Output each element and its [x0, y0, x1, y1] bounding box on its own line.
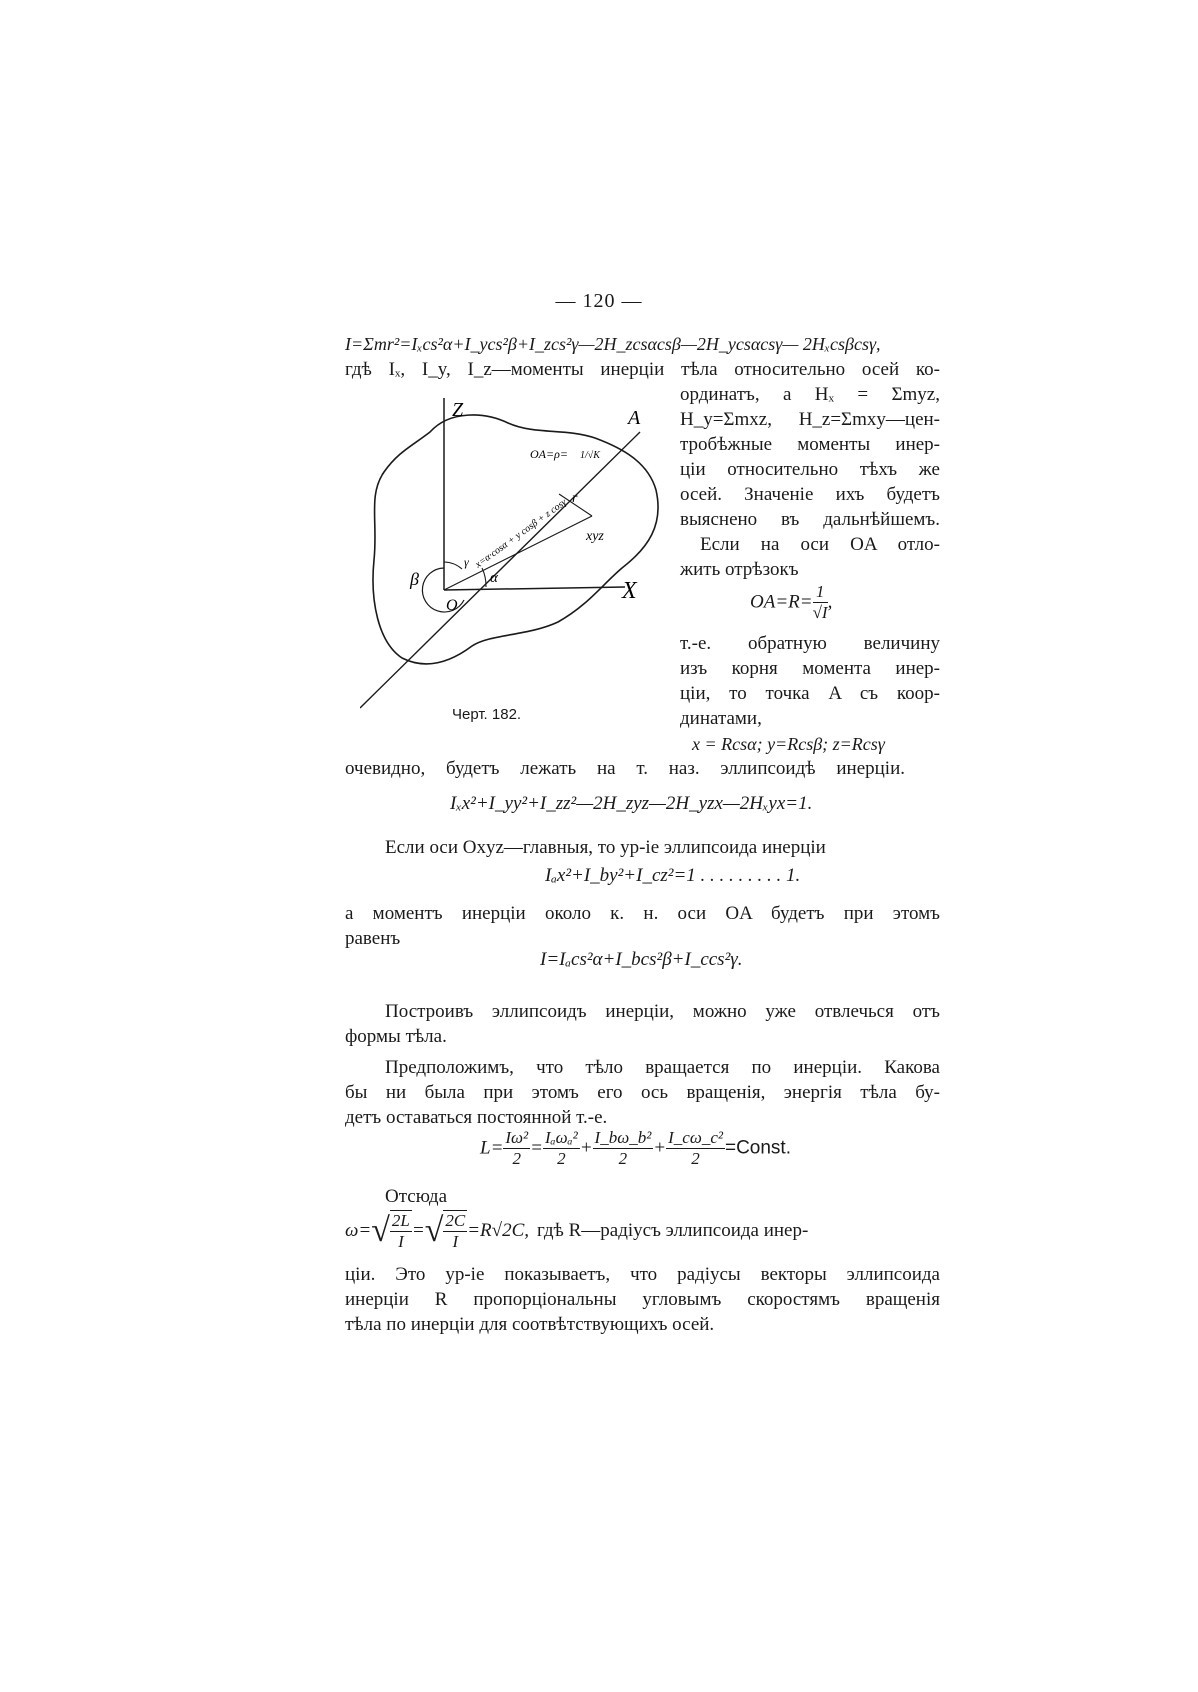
energy-lead: L= [480, 1137, 504, 1159]
oa-fraction [813, 582, 828, 623]
text-line: гдѣ Iₓ, I_y, I_z—моменты инерціи тѣла относительно осей ко- [345, 359, 940, 380]
omega-frac-2-num: 2C [445, 1211, 466, 1230]
oa-fraction-num: 1 [813, 582, 828, 603]
oa-formula [750, 582, 832, 623]
text-line: а моментъ инерціи около к. н. оси OA будетъ при этомъ [345, 903, 940, 924]
ellipsoid-general-equation: Iₓx²+I_yy²+I_zz²—2H_zyz—2H_yzx—2Hₓyx=1. [450, 793, 813, 814]
energy-frac-2-den: 2 [557, 1149, 566, 1168]
ellipsoid-principal-equation: Iₐx²+I_by²+I_cz²=1 . . . . . . . . . 1. [545, 865, 801, 886]
text-line: Построивъ эллипсоидъ инерціи, можно уже отвлечься отъ [385, 1001, 940, 1022]
text-line: изъ корня момента инер- [680, 658, 940, 679]
sqrt-sign: √ [371, 1212, 390, 1249]
label-a: A [628, 407, 641, 429]
omega-lead: ω= [345, 1220, 372, 1241]
label-o: O [446, 597, 458, 614]
omega-text: гдѣ R—радіусъ эллипсоида инер- [537, 1220, 809, 1241]
text-line: Отсюда [385, 1186, 448, 1207]
text-line: H_y=Σmxz, H_z=Σmxy—цен- [680, 409, 940, 430]
energy-frac-4-num: I_cω_c² [668, 1128, 723, 1147]
oa-formula-left: OA=R= [750, 591, 813, 613]
radius-line [444, 516, 592, 590]
omega-frac-1 [390, 1210, 412, 1252]
text-line: формы тѣла. [345, 1026, 447, 1047]
label-oa-frac: 1/√K [580, 450, 600, 461]
omega-tail: =R√2C, [467, 1220, 530, 1241]
inertia-expansion-formula: I=Σmr²=Iₓcs²α+I_ycs²β+I_zcs²γ—2H_zcsαcsβ—2H_ycsαcsγ— 2Hₓcsβcsγ, [345, 334, 881, 354]
coordinates-formula: x = Rcsα; y=Rcsβ; z=Rcsγ [692, 734, 885, 754]
text-line: инерціи R пропорціональны угловымъ скоростямъ вращенія [345, 1289, 940, 1310]
label-xyz: xyz [586, 529, 604, 544]
energy-frac-1 [503, 1128, 530, 1169]
omega-formula: ω=√ $\frac{2L}{I}$ =√ $\frac{2C}{I}$ =R√2C, гдѣ R—радіусъ эллипсоида инер- [345, 1211, 809, 1251]
text-line: осей. Значеніе ихъ будетъ [680, 484, 940, 505]
oa-fraction-den: √I [812, 603, 828, 622]
text-line: выяснено въ дальнѣйшемъ. [680, 509, 940, 530]
energy-frac-3-den: 2 [618, 1149, 628, 1168]
sqrt-sign: √ [424, 1212, 444, 1249]
text-line: детъ оставаться постоянной т.-е. [345, 1107, 608, 1128]
oa-axis [360, 432, 640, 708]
text-line: очевидно, будетъ лежать на т. наз. эллипсоидѣ инерціи. [345, 758, 905, 779]
x-axis [444, 587, 625, 590]
text-line: ординатъ, а Hₓ = Σmyz, [680, 384, 940, 405]
omega-frac-1-num: 2L [391, 1211, 410, 1230]
text-line: ціи, то точка A съ коор- [680, 683, 940, 704]
energy-tail: =Const. [724, 1137, 791, 1159]
energy-frac-3 [593, 1128, 654, 1169]
text-line: Если оси Oxyz—главныя, то ур-іе эллипсоида инерціи [385, 837, 826, 858]
omega-frac-2 [443, 1210, 467, 1252]
energy-frac-4-den: 2 [691, 1149, 700, 1168]
label-beta: β [410, 569, 419, 589]
text-line: тѣла по инерціи для соотвѣтствующихъ осей. [345, 1314, 715, 1335]
text-line: ціи относительно тѣхъ же [680, 459, 940, 480]
omega-frac-2-den: I [452, 1232, 459, 1251]
label-alpha: α [490, 570, 498, 586]
label-x: X [622, 578, 637, 604]
moment-formula: I=Iₐcs²α+I_bcs²β+I_ccs²γ. [540, 949, 743, 970]
energy-frac-3-num: I_bω_b² [594, 1128, 652, 1147]
text-line: Предположимъ, что тѣло вращается по инерціи. Какова [385, 1057, 940, 1078]
figure-caption: Черт. 182. [452, 706, 522, 723]
text-line: жить отрѣзокъ [680, 559, 799, 580]
label-oa: OA=ρ= [530, 447, 568, 461]
text-line: тробѣжные моменты инер- [680, 434, 940, 455]
gamma-arc [444, 562, 462, 569]
text-line: динатами, [680, 708, 762, 729]
label-line-equation: x=α·cosα + y cosβ + z cosγ [473, 496, 569, 571]
label-r: r [572, 491, 578, 506]
oa-formula-tail: , [827, 591, 833, 613]
label-z: Z [452, 399, 464, 421]
text-line: бы ни была при этомъ его ось вращенія, энергія тѣла бу- [345, 1082, 940, 1103]
energy-frac-2 [543, 1128, 580, 1169]
figure-182 [360, 390, 670, 720]
energy-frac-1-den: 2 [512, 1149, 522, 1168]
omega-frac-1-den: I [398, 1232, 404, 1251]
page-number: — 120 — [555, 290, 643, 312]
energy-formula: L= $\frac{\text{Iω²}}{2}$ = $\frac{\text{Iₐωₐ²}}{2}$ + $\frac{\text{I\_bω\_b²}}{2}$ + $\frac{\text{I\_cω\_c²}}{2}$ =Const. [480, 1128, 791, 1168]
energy-frac-1-num: Iω² [505, 1128, 529, 1147]
text-line: ціи. Это ур-іе показываетъ, что радіусы векторы эллипсоида [345, 1264, 940, 1285]
text-line: равенъ [345, 928, 401, 949]
text-line: Если на оси OA отло- [700, 534, 940, 555]
text-line: т.-е. обратную величину [680, 633, 940, 654]
label-gamma: γ [464, 555, 469, 569]
energy-frac-4 [666, 1128, 725, 1169]
energy-frac-2-num: Iₐωₐ² [544, 1128, 578, 1147]
